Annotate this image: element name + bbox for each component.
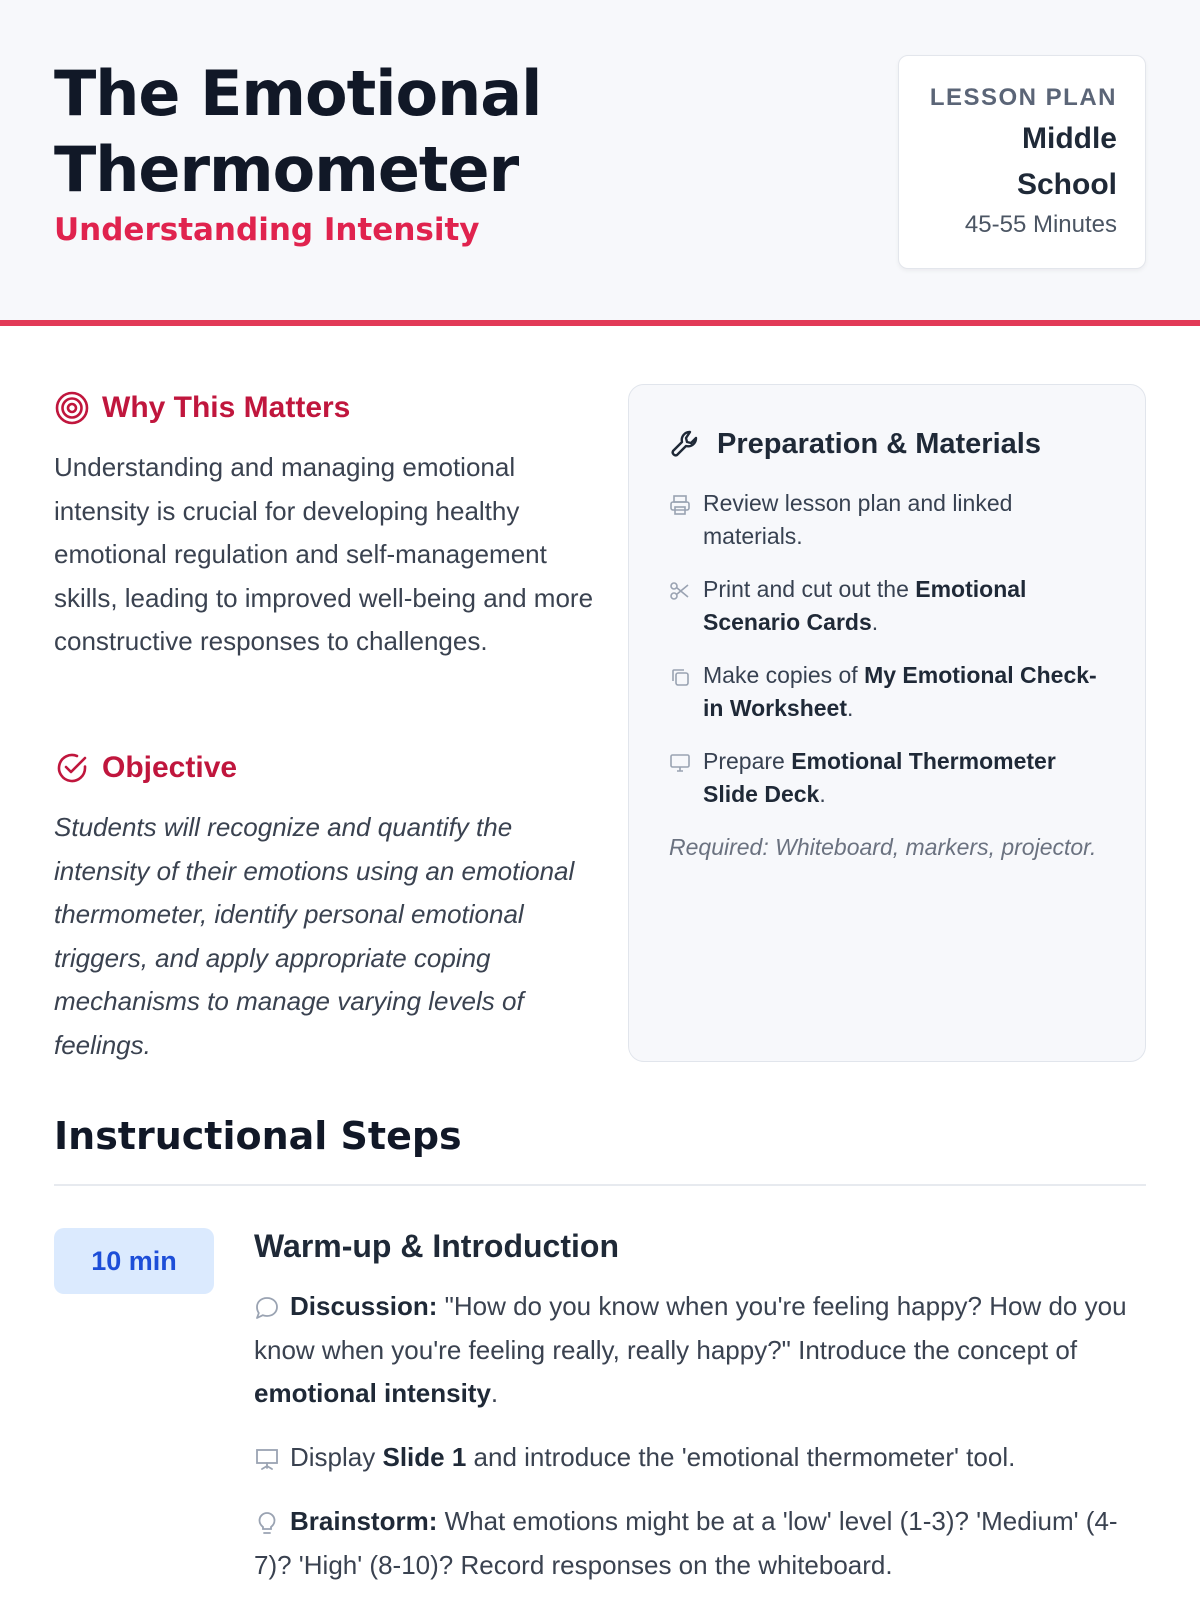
target-icon [54, 390, 90, 426]
objective-heading-label: Objective [102, 751, 238, 784]
scissors-icon [669, 580, 691, 602]
why-body: Understanding and managing emotional intensity is crucial for developing healthy emotional regulation and self-management skills, leading to improved well-being and more constructive responses to challenges. [54, 452, 594, 656]
prep-item [669, 573, 1105, 639]
step-brainstorm: Brainstorm: What emotions might be at a 'low' level (1-3)? 'Medium' (4-7)? 'High' (8-10)? Record responses on the whiteboard. [254, 1506, 1118, 1580]
prep-item-text: Review lesson plan and linked materials. [703, 490, 1013, 549]
preparation-heading-label: Preparation & Materials [717, 427, 1041, 460]
step-display: Display Slide 1 and introduce the 'emotional thermometer' tool. [254, 1436, 1134, 1480]
objective-body: Students will recognize and quantify the intensity of their emotions using an emotional thermometer, identify personal emotional triggers, and apply appropriate coping mechanisms to manage varying levels of feelings. [54, 812, 575, 1060]
prep-item-text: Print and cut out the Emotional Scenario Cards. [703, 576, 1027, 635]
prep-item [669, 659, 1105, 725]
step-discussion: Discussion: "How do you know when you're feeling happy? How do you know when you're feeling really, really happy?" Introduce the concept of emotional intensity. [254, 1291, 1127, 1408]
grade-level: Middle School [1016, 122, 1117, 201]
step-title: Warm-up & Introduction [254, 1228, 619, 1264]
check-circle-icon [54, 750, 90, 786]
step-time-badge: 10 min [54, 1228, 214, 1294]
page-title: The Emotional Thermometer [54, 57, 542, 206]
preparation-heading [669, 427, 1105, 461]
why-heading-label: Why This Matters [102, 391, 351, 424]
copy-icon [669, 666, 691, 688]
objective-heading [54, 750, 237, 786]
page-header [0, 0, 1200, 326]
prep-item-text: Prepare Emotional Thermometer Slide Deck. [703, 748, 1056, 807]
lesson-info-card [898, 55, 1146, 269]
monitor-icon [669, 752, 691, 774]
lesson-duration: 45-55 Minutes [964, 211, 1117, 238]
divider [54, 1184, 1146, 1186]
why-heading [54, 390, 350, 426]
speech-bubble-icon [254, 1295, 280, 1321]
instructional-steps-heading: Instructional Steps [54, 1114, 462, 1158]
prep-item [669, 745, 1105, 811]
page-subtitle: Understanding Intensity [54, 212, 480, 248]
lightbulb-icon [254, 1510, 280, 1536]
presentation-icon [254, 1446, 280, 1472]
prep-item [669, 487, 1105, 553]
required-materials-note: Required: Whiteboard, markers, projector. [669, 834, 1097, 860]
wrench-icon [669, 427, 703, 461]
preparation-panel [628, 384, 1146, 1062]
prep-item-text: Make copies of My Emotional Check-in Worksheet. [703, 662, 1097, 721]
printer-icon [669, 494, 691, 516]
lesson-plan-label: LESSON PLAN [929, 84, 1117, 111]
